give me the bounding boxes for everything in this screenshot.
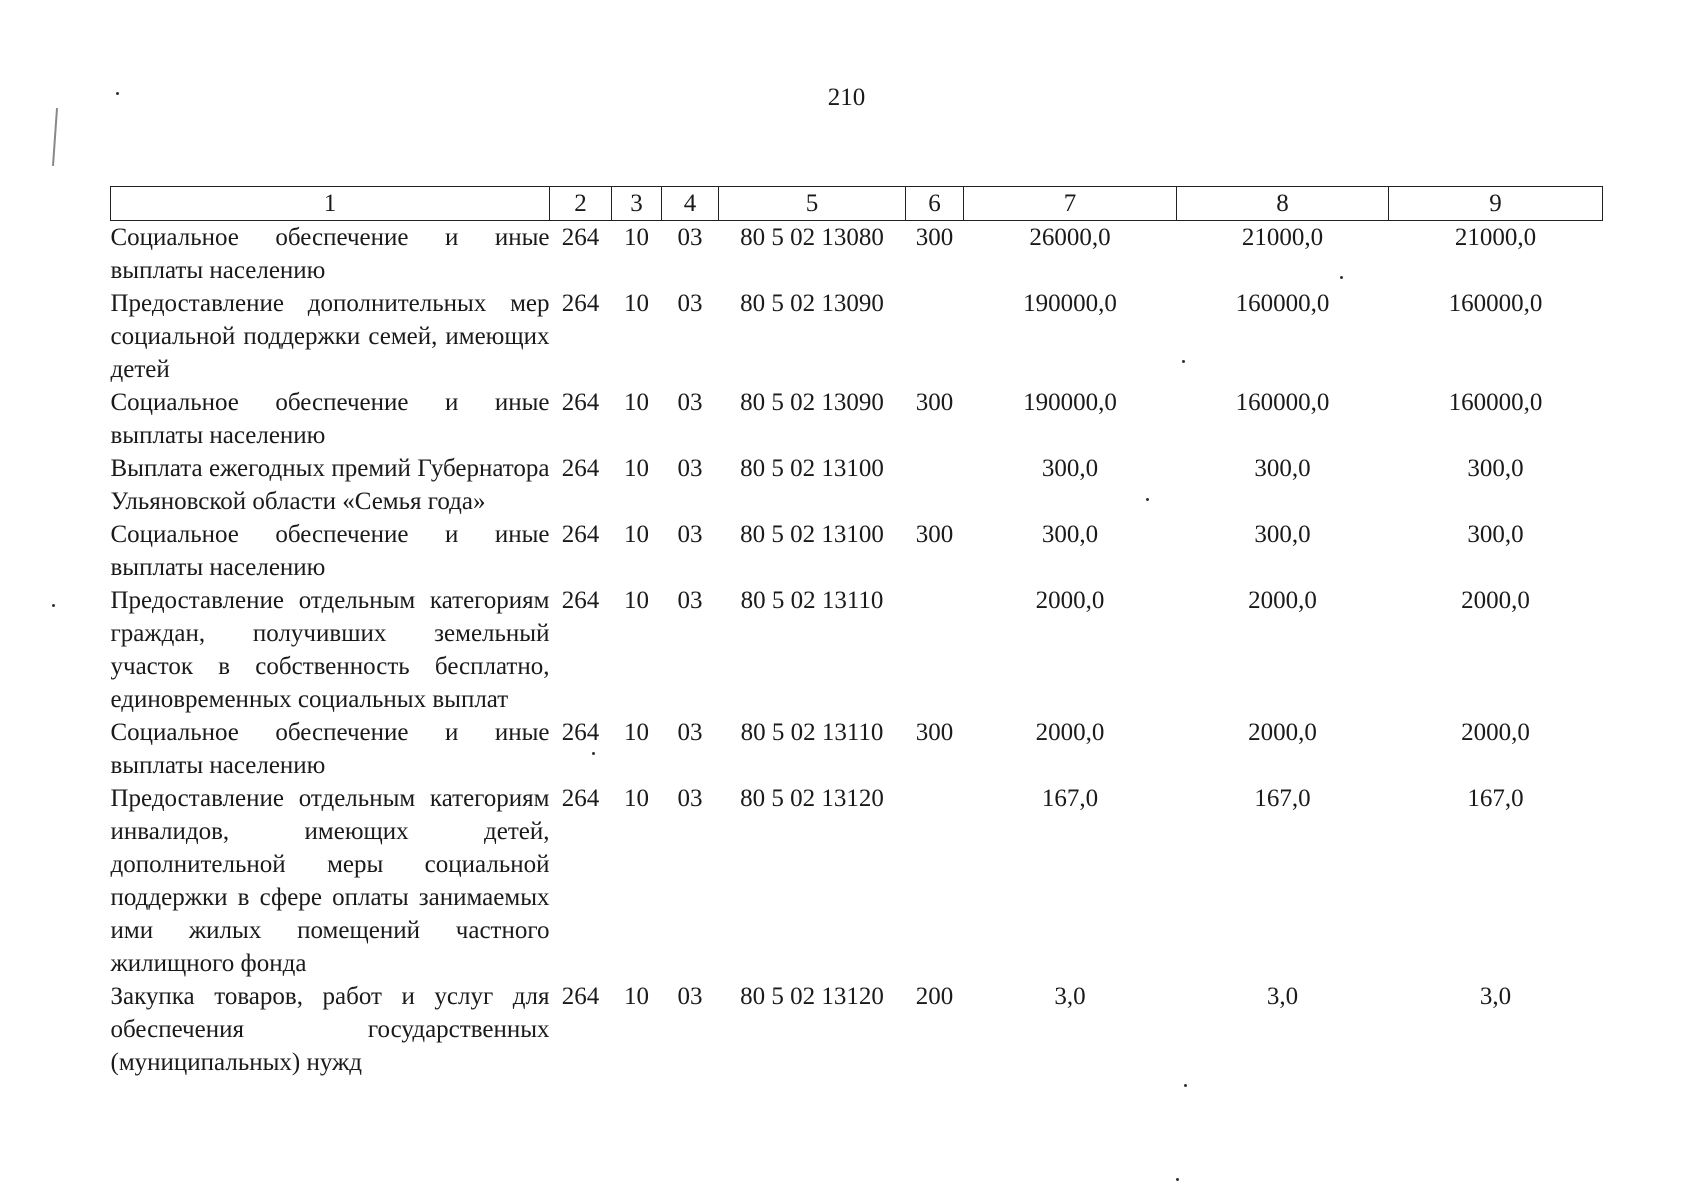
row-name: Предоставление отдельным категориям граждан, получивших земельный участок в собственность бесплатно, единовременных социальных выплат xyxy=(110,587,550,713)
row-col-8: 300,0 xyxy=(1254,455,1311,482)
row-col-5: 80 5 02 13100 xyxy=(740,455,884,482)
row-col-9: 167,0 xyxy=(1467,785,1524,812)
margin-mark xyxy=(52,108,58,166)
row-col-3: 10 xyxy=(624,983,649,1010)
header-cell: 2 xyxy=(550,187,612,221)
row-col-9: 300,0 xyxy=(1467,521,1524,548)
row-col-9: 21000,0 xyxy=(1454,224,1537,251)
table-body xyxy=(111,221,1603,1080)
row-col-3: 10 xyxy=(624,389,649,416)
row-col-6 xyxy=(906,782,964,980)
row-col-2: 264 xyxy=(561,290,600,317)
row-col-5: 80 5 02 13110 xyxy=(740,719,884,746)
table-row xyxy=(111,386,1603,452)
row-col-3: 10 xyxy=(624,455,649,482)
table-row xyxy=(111,518,1603,584)
header-cell: 9 xyxy=(1389,187,1603,221)
header-cell: 8 xyxy=(1177,187,1389,221)
row-col-6: 300 xyxy=(915,719,954,746)
row-col-4: 03 xyxy=(677,587,703,614)
row-col-4: 03 xyxy=(677,983,703,1010)
row-col-5: 80 5 02 13090 xyxy=(740,290,884,317)
row-col-3: 10 xyxy=(624,587,649,614)
header-cell: 3 xyxy=(612,187,662,221)
scan-speck xyxy=(1184,1084,1187,1087)
table-row xyxy=(111,584,1603,716)
table-header xyxy=(111,187,1603,221)
row-col-7: 300,0 xyxy=(1041,521,1099,548)
row-col-3: 10 xyxy=(624,290,649,317)
row-col-5: 80 5 02 13120 xyxy=(740,983,884,1010)
row-col-6: 300 xyxy=(915,389,954,416)
row-col-9: 2000,0 xyxy=(1461,719,1530,746)
row-col-4: 03 xyxy=(677,455,703,482)
page-number: 210 xyxy=(827,84,866,111)
budget-table xyxy=(110,186,1603,1079)
row-col-5: 80 5 02 13120 xyxy=(740,785,884,812)
table-row xyxy=(111,980,1603,1079)
header-cell: 1 xyxy=(111,187,550,221)
scan-speck xyxy=(1176,1178,1179,1181)
row-col-7: 2000,0 xyxy=(1035,719,1105,746)
row-col-3: 10 xyxy=(624,785,649,812)
row-name: Предоставление дополнительных мер социальной поддержки семей, имеющих детей xyxy=(110,290,550,383)
row-col-2: 264 xyxy=(561,521,600,548)
row-col-8: 300,0 xyxy=(1254,521,1311,548)
table-row xyxy=(111,782,1603,980)
header-cell: 7 xyxy=(964,187,1177,221)
row-col-2: 264 xyxy=(561,719,600,746)
row-col-9: 300,0 xyxy=(1467,455,1524,482)
row-col-2: 264 xyxy=(561,389,600,416)
row-name: Предоставление отдельным категориям инвалидов, имеющих детей, дополнительной меры социальной поддержки в сфере оплаты занимаемых ими жилых помещений частного жилищного фонда xyxy=(110,785,550,977)
row-col-6: 200 xyxy=(915,983,954,1010)
table-row xyxy=(111,452,1603,518)
row-col-6 xyxy=(906,452,964,518)
row-name: Социальное обеспечение и иные выплаты населению xyxy=(110,389,550,449)
row-col-8: 21000,0 xyxy=(1241,224,1324,251)
row-col-8: 2000,0 xyxy=(1248,587,1317,614)
row-col-2: 264 xyxy=(561,983,600,1010)
scan-speck xyxy=(116,92,119,95)
row-col-9: 160000,0 xyxy=(1448,290,1543,317)
row-col-7: 190000,0 xyxy=(1023,290,1117,317)
row-col-7: 2000,0 xyxy=(1035,587,1105,614)
row-col-9: 3,0 xyxy=(1479,983,1512,1010)
row-col-7: 167,0 xyxy=(1041,785,1099,812)
row-col-6: 300 xyxy=(915,521,954,548)
row-col-4: 03 xyxy=(677,290,703,317)
row-col-7: 3,0 xyxy=(1054,983,1086,1010)
row-name: Закупка товаров, работ и услуг для обеспечения государственных (муниципальных) нужд xyxy=(110,983,550,1076)
row-col-4: 03 xyxy=(677,521,703,548)
row-col-6: 300 xyxy=(915,224,954,251)
row-col-3: 10 xyxy=(624,521,649,548)
row-name: Выплата ежегодных премий Губернатора Ульяновской области «Семья года» xyxy=(110,455,550,515)
row-col-4: 03 xyxy=(677,224,703,251)
row-col-7: 190000,0 xyxy=(1023,389,1117,416)
row-col-2: 264 xyxy=(561,455,600,482)
table-row xyxy=(111,287,1603,386)
row-col-5: 80 5 02 13100 xyxy=(740,521,884,548)
row-name: Социальное обеспечение и иные выплаты населению xyxy=(110,224,550,284)
row-col-6 xyxy=(906,584,964,716)
row-col-8: 2000,0 xyxy=(1248,719,1317,746)
row-col-8: 160000,0 xyxy=(1235,389,1330,416)
row-name: Социальное обеспечение и иные выплаты населению xyxy=(110,521,550,581)
row-col-4: 03 xyxy=(677,719,703,746)
table-row xyxy=(111,221,1603,288)
row-col-8: 160000,0 xyxy=(1235,290,1330,317)
header-cell: 4 xyxy=(662,187,719,221)
row-col-6 xyxy=(906,287,964,386)
header-cell: 5 xyxy=(719,187,906,221)
row-col-5: 80 5 02 13090 xyxy=(740,389,884,416)
row-col-2: 264 xyxy=(561,785,600,812)
table-row xyxy=(111,716,1603,782)
header-cell: 6 xyxy=(906,187,964,221)
scan-speck xyxy=(52,604,55,607)
row-col-3: 10 xyxy=(624,224,649,251)
row-col-9: 160000,0 xyxy=(1448,389,1543,416)
row-col-7: 26000,0 xyxy=(1029,224,1111,251)
row-col-9: 2000,0 xyxy=(1461,587,1530,614)
row-col-4: 03 xyxy=(677,389,703,416)
row-col-8: 3,0 xyxy=(1266,983,1299,1010)
row-col-2: 264 xyxy=(561,587,600,614)
row-col-7: 300,0 xyxy=(1041,455,1099,482)
row-col-2: 264 xyxy=(561,224,600,251)
row-col-5: 80 5 02 13080 xyxy=(740,224,884,251)
row-col-4: 03 xyxy=(677,785,703,812)
row-col-3: 10 xyxy=(624,719,649,746)
row-name: Социальное обеспечение и иные выплаты населению xyxy=(110,719,550,779)
header-row xyxy=(111,187,1603,221)
row-col-8: 167,0 xyxy=(1254,785,1311,812)
row-col-5: 80 5 02 13110 xyxy=(740,587,884,614)
